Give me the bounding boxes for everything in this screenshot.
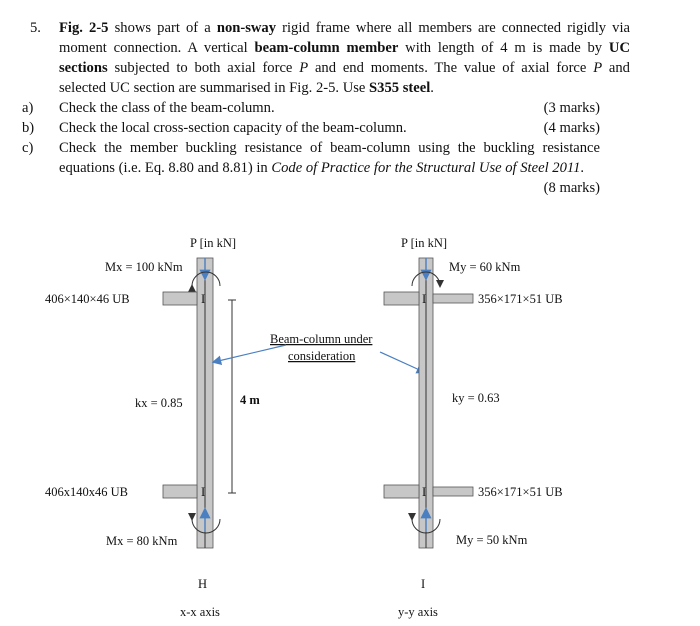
right-bottom-moment: My = 50 kNm [456,533,528,547]
part-marks: (8 marks) [543,180,600,196]
right-bottom-beam-left [384,485,419,498]
right-top-beam-left [384,292,419,305]
left-bottom-moment: Mx = 80 kNm [106,534,178,548]
left-top-beam [163,292,197,305]
left-bottom-section: 406x140x46 UB [45,485,128,499]
intro-run: beam-column member [254,40,399,56]
left-bottom-beam-symbol: I [201,485,206,499]
intro-run: and selected UC section are summarised in Fig. 2-5. Use [59,60,630,96]
callout-right-arrow [380,352,424,372]
left-load-label: P [in kN] [190,236,237,250]
right-bottom-section: 356×171×51 UB [478,485,563,499]
callout-line-2: consideration [288,349,356,363]
right-axis-label: y-y axis [398,605,438,619]
part-label: b) [22,120,35,136]
right-top-beam-right [433,294,473,303]
intro-run: subjected to both axial force [107,60,300,76]
left-bottom-beam [163,485,197,498]
y-y-axis-symbol: I [421,577,426,591]
left-axis-label: x-x axis [180,605,220,619]
code-of-practice-title: Code of Practice for the Structural Use of Steel 2011 [271,160,581,176]
left-top-moment: Mx = 100 kNm [105,260,183,274]
right-load-label: P [in kN] [401,236,448,250]
intro-run: rigid frame where all members are connected rigidly via moment connection. A vertical [59,20,630,56]
intro-run: shows part of a [108,20,217,36]
intro-run: P [593,60,603,76]
right-frame [384,236,563,619]
x-x-axis-symbol: H [198,577,208,591]
part-marks: (4 marks) [543,120,600,136]
right-k-factor: ky = 0.63 [452,391,500,405]
callout-left-arrow [214,345,286,362]
left-top-beam-symbol: I [201,292,206,306]
intro-run: with length of 4 m is made by [398,40,609,56]
right-top-beam-symbol: I [422,292,427,306]
intro-run: S355 steel [369,80,431,96]
part-text: Check the local cross-section capacity of the beam-column. [59,120,407,136]
intro-run: and end moments. The value of axial force [308,60,594,76]
right-bottom-beam-right [433,487,473,496]
intro-run: Fig. 2-5 [59,20,109,36]
left-frame [45,236,260,619]
intro-run: P [299,60,309,76]
right-bottom-beam-symbol: I [422,485,427,499]
intro-run: UC sections [59,40,631,76]
part-label: a) [22,100,34,116]
question-number: 5. [30,20,41,36]
intro-run: non-sway [216,20,277,36]
callout-line-1: Beam-column under [270,332,373,346]
left-k-factor: kx = 0.85 [135,396,183,410]
part-text: Check the member buckling resistance of beam-column using the buckling resistance equations (i.e. Eq. 8.80 and 8.81) in Code of Practice for the Structural Use of Steel 2011. [59,140,600,176]
part-marks: (3 marks) [543,100,600,116]
length-label: 4 m [240,393,260,407]
right-top-moment: My = 60 kNm [449,260,521,274]
intro-run: . [430,80,434,96]
left-top-section: 406×140×46 UB [45,292,130,306]
part-label: c) [22,140,34,156]
right-top-section: 356×171×51 UB [478,292,563,306]
callout [214,332,424,372]
part-text: Check the class of the beam-column. [59,100,275,116]
